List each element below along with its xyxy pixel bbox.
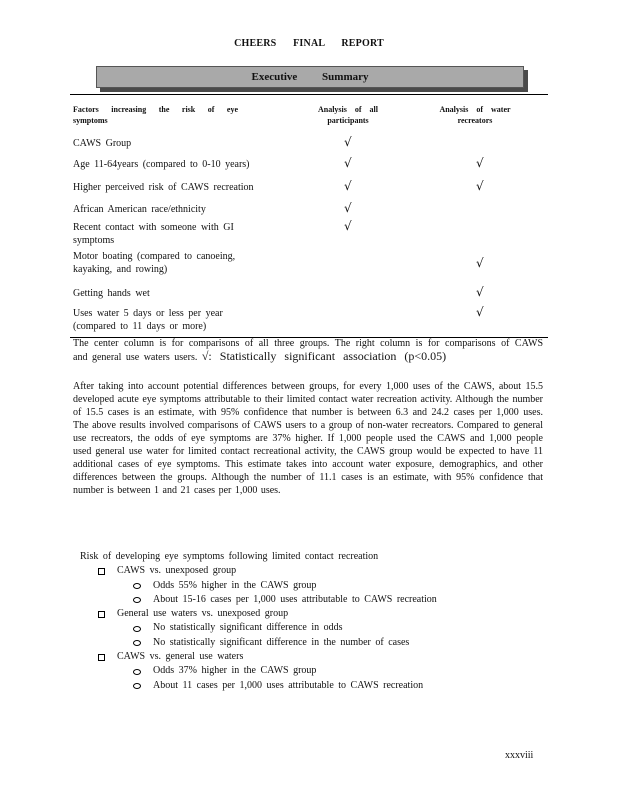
list-item [80,650,550,664]
list-item [80,636,550,650]
square-bullet-icon [98,568,105,575]
finding-text: Odds 37% higher in the CAWS group [153,665,317,677]
table-note-text: The center column is for comparisons of all three groups. The right column is for comparisons of CAWS and general use waters users. [73,338,543,363]
circle-bullet-icon [133,626,141,632]
finding-text: No statistically significant difference in odds [153,622,343,634]
significance-legend: √: Statistically significant association (p<0.05) [201,349,447,363]
check-mark-icon: √ [344,156,352,170]
factor-label: CAWS Group [73,138,132,149]
table-note [73,337,543,364]
circle-bullet-icon [133,669,141,675]
square-bullet-icon [98,611,105,618]
list-item [80,564,550,578]
check-mark-icon: √ [344,201,352,215]
check-mark-icon: √ [344,219,352,233]
factor-label: Uses water 5 days or less per year (compared to 11 days or more) [73,308,223,332]
list-item [80,579,550,593]
risk-list-title: Risk of developing eye symptoms following limited contact recreation [80,551,379,562]
executive-summary-banner: Executive Summary [96,66,524,88]
column-header-factors: Factors increasing the risk of eye symptoms [73,105,238,125]
list-item [80,593,550,607]
circle-bullet-icon [133,583,141,589]
check-mark-icon: √ [476,305,484,319]
factor-label: Motor boating (compared to canoeing, kayaking, and rowing) [73,251,236,275]
report-header: CHEERS FINAL REPORT [234,38,384,49]
group-label: CAWS vs. unexposed group [117,565,237,577]
factor-label: Age 11-64years (compared to 0-10 years) [73,159,250,170]
factor-label: African American race/ethnicity [73,204,206,215]
risk-summary-list [80,550,550,693]
factor-label: Getting hands wet [73,288,150,299]
finding-text: Odds 55% higher in the CAWS group [153,579,317,591]
check-mark-icon: √ [476,256,484,270]
finding-text: About 15-16 cases per 1,000 uses attributable to CAWS recreation [153,593,437,605]
check-mark-icon: √ [344,135,352,149]
circle-bullet-icon [133,683,141,689]
list-item [80,664,550,678]
circle-bullet-icon [133,597,141,603]
group-label: General use waters vs. unexposed group [117,608,289,620]
column-header-all-participants: Analysis of all participants [317,105,378,125]
check-mark-icon: √ [476,285,484,299]
finding-text: No statistically significant difference in the number of cases [153,636,410,648]
check-mark-icon: √ [476,179,484,193]
check-mark-icon: √ [344,179,352,193]
factor-label: Recent contact with someone with GI symptoms [73,222,234,246]
list-item [80,621,550,635]
circle-bullet-icon [133,640,141,646]
factor-label: Higher perceived risk of CAWS recreation [73,182,254,193]
summary-paragraph: After taking into account potential differences between groups, for every 1,000 uses of the CAWS, about 15.5 developed acute eye symptoms attributable to their limited contact water recreation activity. Although the number of 15.5 cases is an estimate, with 95% confidence that number is between 6.3 and 24.2 cases per 1,000 uses. The above results involved comparisons of CAWS users to a group of non-water recreators. Compared to general use recreators, the odds of eye symptoms are 37% higher. If 1,000 people used the CAWS and 1,000 people used general use water for limited contact recreational activity, the CAWS group would be expected to have 11 additional cases of eye symptoms. This estimate takes into account water exposure, demographics, and other differences between the groups. Although the number of 11.1 cases is an estimate, with 95% confidence that number is between 1 and 21 cases per 1,000 uses. [73,381,543,496]
finding-text: About 11 cases per 1,000 uses attributable to CAWS recreation [153,679,424,691]
page-number: xxxviii [505,750,534,761]
square-bullet-icon [98,654,105,661]
list-item [80,679,550,693]
group-label: CAWS vs. general use waters [117,651,244,663]
list-item [80,607,550,621]
banner-divider [70,94,548,95]
check-mark-icon: √ [476,156,484,170]
column-header-water-recreators: Analysis of water recreators [439,105,511,125]
